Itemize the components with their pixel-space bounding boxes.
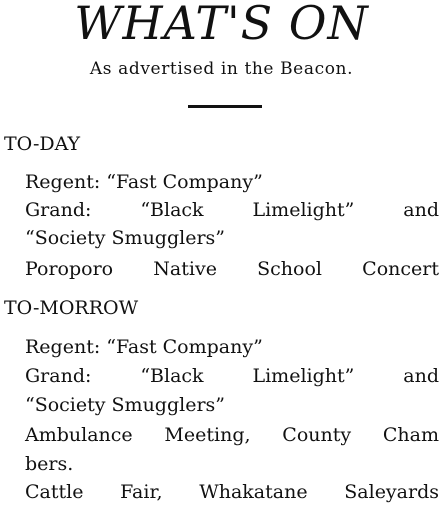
listing-line: Grand: “Black Limelight” and [25, 199, 439, 221]
listing-cattle-fair-tomorrow [25, 476, 439, 508]
listing-line: Regent: “Fast Company” [25, 336, 263, 358]
listing-grand-tomorrow [25, 360, 439, 392]
listing-line: Ambulance Meeting, County Cham [25, 424, 439, 446]
listing-grand-tomorrow-cont [25, 389, 439, 421]
listing-line: Grand: “Black Limelight” and [25, 365, 439, 387]
subtitle: As advertised in the Beacon. [89, 59, 354, 79]
listing-line: “Society Smugglers” [25, 227, 226, 249]
section-heading-tomorrow: TO-MORROW [4, 297, 139, 319]
listing-grand-today-cont [25, 222, 439, 254]
listing-line: “Society Smugglers” [25, 394, 226, 416]
section-heading-today: TO-DAY [4, 133, 81, 155]
listing-line: bers. [25, 453, 74, 475]
listing-concert-today [25, 253, 439, 285]
listing-line: Cattle Fair, Whakatane Saleyards [25, 481, 439, 503]
listing-ambulance-tomorrow [25, 419, 439, 451]
listing-line: Poroporo Native School Concert [25, 258, 439, 280]
listing-line: Regent: “Fast Company” [25, 171, 263, 193]
listing-regent-tomorrow [25, 331, 439, 363]
divider [188, 105, 262, 108]
page-title: WHAT'S ON [74, 0, 369, 50]
